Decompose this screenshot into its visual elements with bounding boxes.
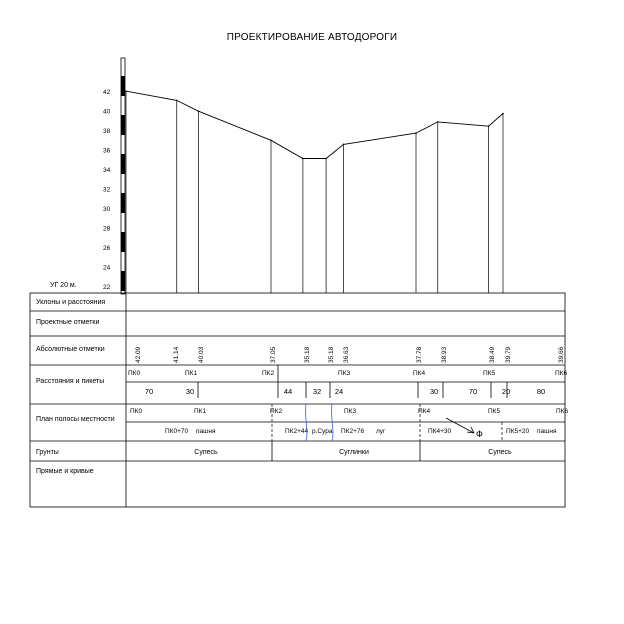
elevation-value: 37.05 bbox=[270, 346, 277, 363]
scale-tick-label: 36 bbox=[103, 147, 111, 155]
river-bank-left bbox=[306, 404, 307, 441]
scale-tick-label: 28 bbox=[103, 225, 111, 233]
picket-label: ПК3 bbox=[338, 370, 351, 377]
scale-tick-label: 34 bbox=[103, 167, 111, 174]
elevation-value: 37.78 bbox=[416, 346, 423, 363]
plan-picket-label: ПК0 bbox=[130, 408, 143, 415]
picket-label: ПК5 bbox=[483, 370, 496, 377]
scale-bar-segment bbox=[121, 115, 125, 135]
scale-tick-label: 26 bbox=[103, 245, 111, 252]
scale-bar-segment bbox=[121, 271, 125, 291]
soil-label: Супесь bbox=[194, 449, 218, 456]
datum-label: УГ 20 м. bbox=[50, 282, 77, 289]
plan-picket-label: ПК1 bbox=[194, 408, 207, 415]
elevation-scale bbox=[50, 58, 125, 294]
plan-picket-label: ПК4 bbox=[418, 408, 431, 415]
profile-point bbox=[488, 125, 490, 127]
plan-picket-label: ПК6 bbox=[556, 408, 569, 415]
plan-picket-label: ПК5 bbox=[488, 408, 501, 415]
scale-tick-label: 32 bbox=[103, 186, 111, 194]
ground-profile bbox=[125, 90, 504, 293]
plan-picket-label: ПК2 bbox=[270, 408, 283, 415]
row-label-design: Проектные отметки bbox=[36, 319, 100, 326]
scale-tick-label: 42 bbox=[103, 89, 111, 96]
picket-labels bbox=[128, 370, 567, 377]
distance-value: 30 bbox=[185, 387, 195, 396]
scale-tick-label: 24 bbox=[103, 264, 111, 272]
plan-label: пашня bbox=[196, 428, 216, 435]
distance-value: 70 bbox=[468, 387, 478, 396]
scale-tick-label: 40 bbox=[103, 108, 111, 116]
plan-label: р.Сура bbox=[312, 428, 333, 435]
distance-value: 70 bbox=[144, 387, 154, 396]
distance-value: 44 bbox=[283, 387, 293, 396]
plan-symbol: Ф bbox=[476, 429, 483, 439]
row-label-absolute: Абсолютные отметки bbox=[36, 346, 105, 353]
row-label-lines: Прямые и кривые bbox=[36, 468, 94, 475]
plan-label: ПК2+44 bbox=[285, 428, 309, 435]
scale-tick-label: 30 bbox=[103, 206, 111, 213]
profile-point bbox=[270, 139, 272, 141]
scale-bar-segment bbox=[121, 232, 125, 252]
profile-point bbox=[302, 158, 304, 160]
scale-tick-label: 38 bbox=[103, 128, 111, 135]
elevation-value: 36.63 bbox=[343, 346, 350, 363]
profile-point bbox=[343, 144, 345, 146]
plan-picket-label: ПК3 bbox=[344, 408, 357, 415]
plan-label: ПК0+70 bbox=[165, 428, 189, 435]
profile-point bbox=[415, 132, 417, 134]
distance-value: 20 bbox=[501, 387, 511, 396]
picket-label: ПК0 bbox=[128, 370, 141, 377]
distance-value: 30 bbox=[429, 387, 439, 396]
elevation-value: 42.09 bbox=[135, 346, 142, 363]
table-frame bbox=[30, 293, 568, 507]
picket-label: ПК6 bbox=[555, 370, 568, 377]
scale-bar-segment bbox=[121, 76, 125, 96]
distance-value: 32 bbox=[312, 387, 322, 396]
elevation-values bbox=[135, 346, 565, 363]
row-label-slopes: Уклоны и расстояния bbox=[36, 299, 106, 306]
plan-label: ПК2+76 bbox=[341, 428, 365, 435]
profile-point bbox=[437, 121, 439, 123]
scale-bar-segment bbox=[121, 154, 125, 174]
soil-label: Суглинки bbox=[339, 449, 369, 456]
row-label-plan: План полосы местности bbox=[36, 416, 115, 423]
elevation-value: 39.79 bbox=[505, 346, 512, 363]
data-table-grid bbox=[30, 293, 568, 507]
profile-point bbox=[176, 100, 178, 102]
distance-value: 80 bbox=[536, 387, 546, 396]
distance-value: 24 bbox=[334, 387, 344, 396]
plan-label: ПК5+20 bbox=[506, 428, 530, 435]
row-labels bbox=[36, 299, 115, 475]
row-label-soils: Грунты bbox=[36, 449, 59, 456]
page-title: ПРОЕКТИРОВАНИЕ АВТОДОРОГИ bbox=[226, 32, 398, 43]
plan-picket-labels bbox=[130, 408, 568, 415]
picket-label: ПК4 bbox=[413, 370, 426, 377]
profile-point bbox=[502, 113, 504, 115]
plan-label: луг bbox=[376, 428, 386, 435]
elevation-value: 35.18 bbox=[304, 346, 311, 363]
elevation-value: 38.93 bbox=[441, 346, 448, 363]
profile-point bbox=[125, 90, 127, 92]
row-label-distances: Расстояния и пикеты bbox=[36, 378, 105, 385]
river-bank-right bbox=[332, 404, 333, 441]
elevation-value: 35.18 bbox=[328, 346, 335, 363]
soil-label: Супесь bbox=[488, 449, 512, 456]
profile-point bbox=[198, 110, 200, 112]
elevation-value: 40.03 bbox=[198, 346, 205, 363]
scale-bar-segment bbox=[121, 193, 125, 213]
soil-labels bbox=[194, 449, 512, 456]
scale-tick-label: 22 bbox=[103, 284, 111, 291]
river-lines bbox=[306, 404, 333, 441]
plan-label: ПК4+30 bbox=[428, 428, 452, 435]
plan-label: пашня bbox=[537, 428, 557, 435]
picket-label: ПК1 bbox=[185, 370, 198, 377]
elevation-value: 39.66 bbox=[558, 346, 565, 363]
elevation-value: 41.14 bbox=[173, 346, 180, 363]
distance-values bbox=[145, 387, 545, 396]
picket-label: ПК2 bbox=[262, 370, 275, 377]
profile-line bbox=[126, 91, 503, 158]
profile-point bbox=[325, 158, 327, 160]
elevation-value: 38.49 bbox=[489, 346, 496, 363]
plan-labels bbox=[165, 428, 557, 439]
